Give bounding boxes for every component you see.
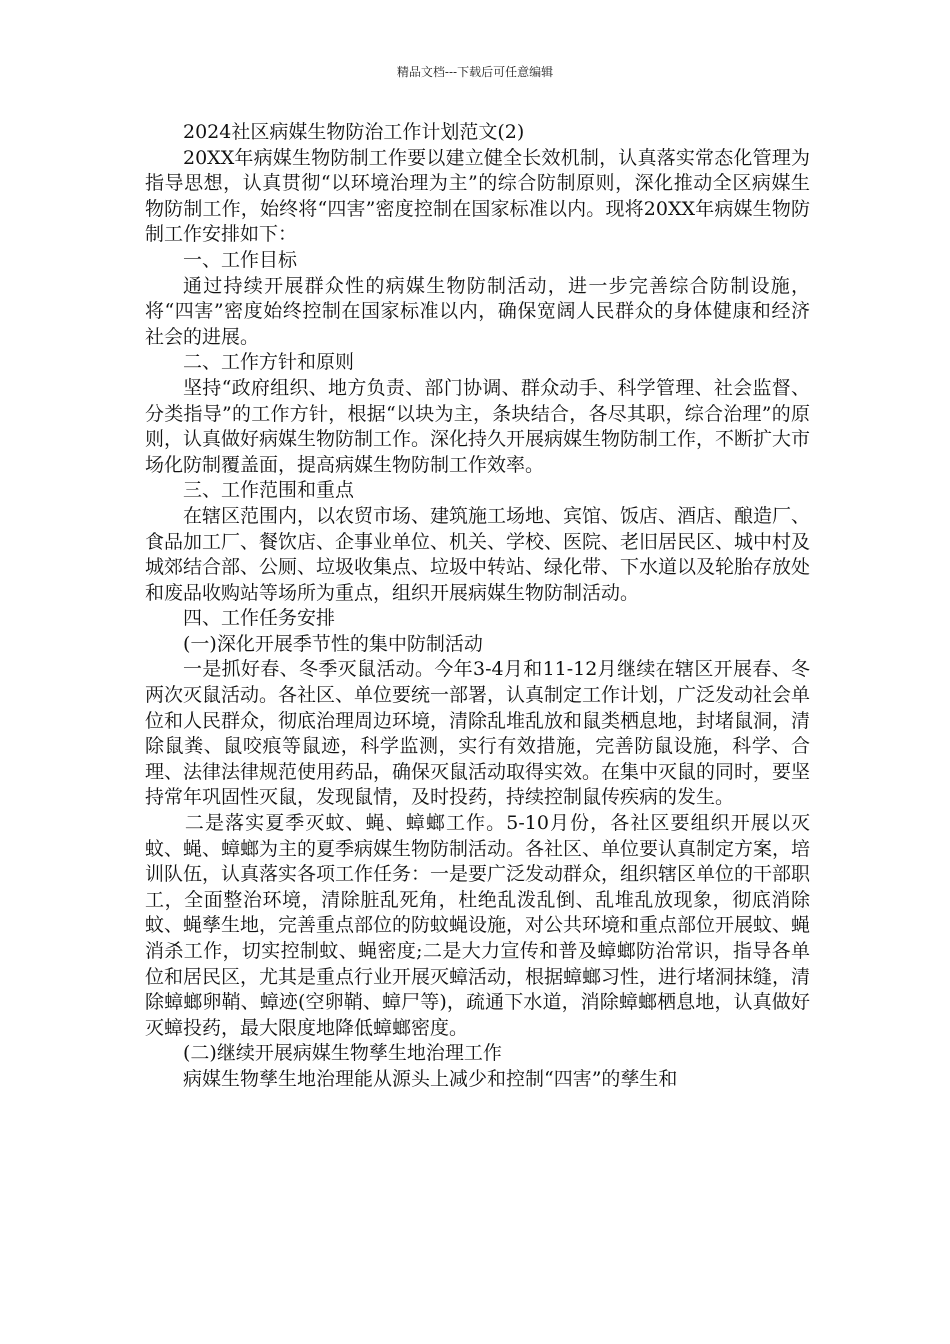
section-heading-3: 三、工作范围和重点 <box>183 479 355 502</box>
document-body <box>145 120 810 1093</box>
paragraph-breeding-sites: 病媒生物孳生地治理能从源头上减少和控制“四害”的孳生和 <box>183 1067 678 1090</box>
paragraph-scope: 在辖区范围内，以农贸市场、建筑施工场地、宾馆、饭店、酒店、酿造厂、食品加工厂、餐饮店、企事业单位、机关、学校、医院、老旧居民区、城中村及城郊结合部、公厕、垃圾收集点、垃圾中转站、绿化带、下水道以及轮胎存放处和废品收购站等场所为重点，组织开展病媒生物防制活动。 <box>145 504 811 604</box>
paragraph-insect-control: 二是落实夏季灭蚊、蝇、蟑螂工作。5-10月份，各社区要组织开展以灭蚊、蝇、蟑螂为主的夏季病媒生物防制活动。各社区、单位要认真制定方案，培训队伍，认真落实各项工作任务：一是要广泛发动群众，组织辖区单位的干部职工，全面整治环境，清除脏乱死角，杜绝乱泼乱倒、乱堆乱放现象，彻底消除蚊、蝇孳生地，完善重点部位的防蚊蝇设施，对公共环境和重点部位开展蚊、蝇消杀工作，切实控制蚊、蝇密度;二是大力宣传和普及蟑螂防治常识，指导各单位和居民区，尤其是重点行业开展灭蟑活动，根据蟑螂习性，进行堵洞抹缝，清除蟑螂卵鞘、蟑迹(空卵鞘、蟑尸等)，疏通下水道，消除蟑螂栖息地，认真做好灭蟑投药，最大限度地降低蟑螂密度。 <box>145 812 811 1039</box>
paragraph-intro: 20XX年病媒生物防制工作要以建立健全长效机制，认真落实常态化管理为指导思想，认真贯彻“以环境治理为主”的综合防制原则，深化推动全区病媒生物防制工作，始终将“四害”密度控制在国家标准以内。现将20XX年病媒生物防制工作安排如下： <box>145 146 810 246</box>
section-heading-2: 二、工作方针和原则 <box>183 351 355 374</box>
subsection-heading-2: (二)继续开展病媒生物孳生地治理工作 <box>183 1042 502 1065</box>
subsection-heading-1: (一)深化开展季节性的集中防制活动 <box>183 632 483 655</box>
document-title: 2024社区病媒生物防治工作计划范文(2) <box>183 121 525 143</box>
paragraph-principles: 坚持“政府组织、地方负责、部门协调、群众动手、科学管理、社会监督、分类指导”的工作方针，根据“以块为主，条块结合，各尽其职，综合治理”的原则，认真做好病媒生物防制工作。深化持久开展病媒生物防制工作，不断扩大市场化防制覆盖面，提高病媒生物防制工作效率。 <box>145 376 811 476</box>
page-header: 精品文档---下载后可任意编辑 <box>396 65 554 79</box>
section-heading-4: 四、工作任务安排 <box>183 607 336 630</box>
paragraph-goals: 通过持续开展群众性的病媒生物防制活动，进一步完善综合防制设施，将“四害”密度始终控制在国家标准以内，确保宽阔人民群众的身体健康和经济社会的进展。 <box>145 274 810 348</box>
paragraph-rodent-control: 一是抓好春、冬季灭鼠活动。今年3-4月和11-12月继续在辖区开展春、冬两次灭鼠活动。各社区、单位要统一部署，认真制定工作计划，广泛发动社会单位和人民群众，彻底治理周边环境，清除乱堆乱放和鼠类栖息地，封堵鼠洞，清除鼠粪、鼠咬痕等鼠迹，科学监测，实行有效措施，完善防鼠设施，科学、合理、法律法律规范使用药品，确保灭鼠活动取得实效。在集中灭鼠的同时，要坚持常年巩固性灭鼠，发现鼠情，及时投药，持续控制鼠传疾病的发生。 <box>145 658 811 809</box>
section-heading-1: 一、工作目标 <box>183 248 298 271</box>
